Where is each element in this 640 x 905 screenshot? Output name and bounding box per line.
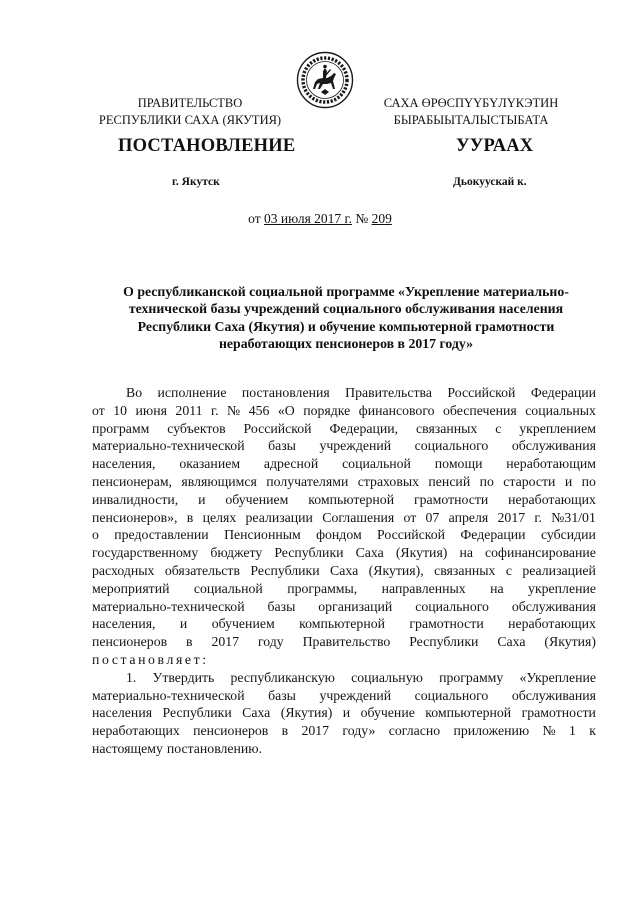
body-word: по: [581, 473, 596, 489]
body-word: адресной: [263, 456, 319, 472]
body-word: (Якутия): [280, 705, 333, 721]
header-ru: [92, 95, 288, 129]
body-word: помощи: [434, 456, 483, 472]
body-word: и: [342, 705, 351, 721]
header-ru-line: РЕСПУБЛИКИ САХА (ЯКУТИЯ): [98, 113, 282, 127]
body-word: «О: [277, 402, 295, 418]
body-word: базы: [267, 598, 296, 614]
body-word: фондом: [316, 527, 362, 543]
body-word: населения: [92, 705, 153, 721]
body-word: 2011: [175, 402, 203, 418]
body-word: г.: [534, 509, 542, 525]
document-subject: [92, 283, 600, 352]
body-word: базы: [268, 438, 296, 454]
body-word: социальных: [525, 402, 596, 418]
number-label: №: [351, 211, 372, 226]
body-word: от: [403, 509, 417, 525]
body-word: на: [459, 545, 473, 561]
body-word: Федерации,: [329, 420, 399, 436]
header-sakha: [362, 95, 580, 129]
body-word: материально-технической: [92, 687, 245, 703]
body-word: обучением: [225, 491, 289, 507]
body-word: Республики: [274, 545, 344, 561]
body-word: обслуживания: [511, 687, 596, 703]
body-word: обязательств: [164, 562, 240, 578]
body-line: [92, 687, 596, 705]
body-word: являющимся: [181, 473, 257, 489]
body-line: [92, 704, 596, 722]
body-word: на: [490, 580, 504, 596]
body-word: грамотности: [413, 491, 489, 507]
body-word: материально-технической: [92, 438, 245, 454]
body-word: Республики: [250, 562, 320, 578]
body-word: направленных: [381, 580, 466, 596]
date-number-line: [0, 211, 640, 227]
body-word: Российской: [243, 420, 312, 436]
body-word: субъектов: [167, 420, 226, 436]
body-word: Правительство: [302, 634, 391, 650]
body-word: программ: [92, 420, 150, 436]
body-word: №31/01: [551, 509, 596, 525]
body-word: по: [479, 473, 494, 489]
body-word: целях: [202, 509, 237, 525]
body-word: апреля: [448, 509, 489, 525]
body-word: (Якутия): [544, 634, 596, 650]
body-word: обслуживания: [511, 598, 596, 614]
header-sakha-line: САХА ӨРӨСПҮҮБҮЛҮКЭТИН: [383, 96, 559, 110]
body-word: финансового: [358, 402, 435, 418]
body-word: учреждений: [319, 438, 392, 454]
body-word: старости: [503, 473, 556, 489]
body-word: обслуживания: [511, 438, 596, 454]
body-word: году: [257, 634, 284, 650]
body-word: в: [186, 509, 194, 525]
document-title-ru: ПОСТАНОВЛЕНИЕ: [118, 136, 296, 156]
body-word: бюджету: [210, 545, 263, 561]
body-line: [92, 402, 596, 420]
body-line: [92, 669, 596, 687]
body-word: Саха: [355, 545, 384, 561]
body-word: 2017: [497, 509, 526, 525]
body-line: [92, 740, 596, 758]
body-word: порядке: [303, 402, 351, 418]
body-line: [92, 437, 596, 455]
body-line: [92, 509, 596, 527]
body-word: №: [542, 723, 556, 739]
body-word: социального: [414, 438, 489, 454]
body-word: Республики: [409, 634, 479, 650]
body-word: базы: [268, 687, 296, 703]
body-word: постановляет:: [92, 651, 209, 667]
body-word: социальную: [351, 669, 423, 685]
body-word: июня: [135, 402, 167, 418]
subject-line: О республиканской социальной программе «Укрепление материально-: [123, 284, 569, 299]
body-word: неработающих: [92, 723, 180, 739]
body-word: связанных: [416, 420, 478, 436]
body-word: компьютерной: [299, 616, 385, 632]
body-word: обеспечения: [443, 402, 517, 418]
body-word: республиканскую: [230, 669, 335, 685]
body-word: компьютерной: [425, 705, 512, 721]
body-word: постановления: [241, 385, 330, 400]
date-prefix: от: [248, 211, 265, 226]
body-word: и: [179, 616, 188, 632]
body-word: (Якутия),: [368, 562, 424, 578]
body-word: социального: [415, 598, 489, 614]
body-word: софинансирование: [485, 545, 596, 561]
body-word: 2017: [301, 723, 330, 739]
subject-line: Республики Саха (Якутия) и обучение компьютерной грамотности: [137, 318, 555, 334]
body-word: инвалидности,: [92, 491, 179, 507]
body-word: к: [589, 723, 596, 739]
body-word: 2017: [211, 634, 240, 650]
body-word: о: [92, 527, 99, 543]
body-line: [92, 473, 596, 491]
body-word: Федерации: [530, 385, 596, 400]
body-word: и: [198, 491, 206, 507]
document-body: [92, 384, 596, 758]
subject-line: технической базы учреждений социального обслуживания населения: [128, 301, 564, 317]
body-word: укреплением: [519, 420, 596, 436]
body-word: социальной: [193, 580, 263, 596]
body-word: населения,: [92, 616, 156, 632]
body-word: укрепление: [528, 580, 596, 596]
body-word: пенсионеров: [193, 723, 269, 739]
body-line: [92, 615, 596, 633]
body-word: реализацией: [522, 562, 596, 578]
header-sakha-line: БЫРАБЫЫТАЛЫСТЫБАТА: [393, 113, 549, 127]
body-word: приложению: [453, 723, 530, 739]
body-word: компьютерной: [308, 491, 395, 507]
body-word: пенсий: [428, 473, 471, 489]
body-word: настоящему: [92, 740, 163, 756]
body-word: пенсионеров»,: [92, 509, 178, 525]
body-line: [92, 491, 596, 509]
body-word: согласно: [388, 723, 441, 739]
body-word: №: [227, 402, 241, 418]
subject-line: неработающих пенсионеров в 2017 году»: [218, 335, 474, 351]
body-line: [92, 562, 596, 580]
body-word: 1: [569, 723, 576, 739]
body-word: в: [186, 634, 193, 650]
document-title-sakha: УУРААХ: [456, 136, 534, 156]
body-word: исполнение: [157, 385, 227, 400]
body-word: страховых: [357, 473, 420, 489]
body-word: организаций: [318, 598, 393, 614]
body-word: мероприятий: [92, 580, 170, 596]
body-word: обучение: [360, 705, 415, 721]
body-word: Во: [126, 385, 143, 400]
body-line: [92, 633, 596, 651]
document-number: 209: [371, 211, 392, 226]
body-line: [92, 384, 596, 402]
body-word: грамотности: [521, 705, 596, 721]
body-word: неработающих: [508, 491, 596, 507]
body-word: 07: [425, 509, 440, 525]
body-line: [92, 455, 596, 473]
body-word: государственному: [92, 545, 199, 561]
body-word: учреждений: [319, 687, 392, 703]
body-word: предоставлении: [114, 527, 209, 543]
body-word: Пенсионным: [224, 527, 301, 543]
document-date: 03 июля 2017 г.: [264, 211, 352, 226]
body-word: неработающих: [508, 616, 596, 632]
body-line: [92, 544, 596, 562]
body-word: Соглашения: [322, 509, 395, 525]
body-line: [92, 526, 596, 544]
body-word: оказанием: [179, 456, 241, 472]
body-word: Республики: [162, 705, 232, 721]
body-word: субсидии: [540, 527, 596, 543]
body-word: пенсионерам,: [92, 473, 173, 489]
body-word: получателями: [266, 473, 349, 489]
header-ru-line: ПРАВИТЕЛЬСТВО: [137, 96, 243, 110]
body-line: [92, 598, 596, 616]
body-word: году»: [342, 723, 376, 739]
body-word: с: [505, 562, 512, 578]
body-word: (Якутия): [395, 545, 448, 561]
body-word: грамотности: [409, 616, 484, 632]
body-word: программу: [439, 669, 504, 685]
body-word: материально-технической: [92, 598, 245, 614]
body-word: Саха: [330, 562, 359, 578]
body-word: неработающим: [506, 456, 596, 472]
body-word: Российской: [447, 385, 516, 400]
body-word: в: [281, 723, 289, 739]
body-word: от: [92, 402, 105, 418]
body-line: [92, 420, 596, 438]
body-word: постановлению.: [166, 740, 263, 756]
body-word: 1.: [126, 669, 137, 685]
body-word: программы,: [287, 580, 358, 596]
body-word: Правительства: [345, 385, 432, 400]
body-word: населения,: [92, 456, 156, 472]
body-word: расходных: [92, 562, 155, 578]
body-word: связанных: [434, 562, 496, 578]
body-line: [92, 651, 596, 669]
body-word: Саха: [497, 634, 526, 650]
city-ru: г. Якутск: [172, 176, 220, 188]
body-word: обучением: [211, 616, 275, 632]
body-word: г.: [211, 402, 219, 418]
body-word: Российской: [377, 527, 446, 543]
body-word: социального: [414, 687, 489, 703]
body-word: реализации: [245, 509, 313, 525]
body-word: 10: [113, 402, 128, 418]
body-word: 456: [248, 402, 270, 418]
body-word: Утвердить: [152, 669, 215, 685]
coat-of-arms-sakha-icon: [296, 51, 354, 109]
body-line: [92, 722, 596, 740]
body-word: «Укрепление: [519, 669, 596, 685]
body-word: с: [495, 420, 502, 436]
body-word: и: [564, 473, 573, 489]
body-word: социальной: [342, 456, 411, 472]
city-sakha: Дьокуускай к.: [453, 176, 527, 188]
body-word: Федерации: [460, 527, 526, 543]
body-line: [92, 580, 596, 598]
body-word: пенсионеров: [92, 634, 168, 650]
body-word: Саха: [242, 705, 271, 721]
